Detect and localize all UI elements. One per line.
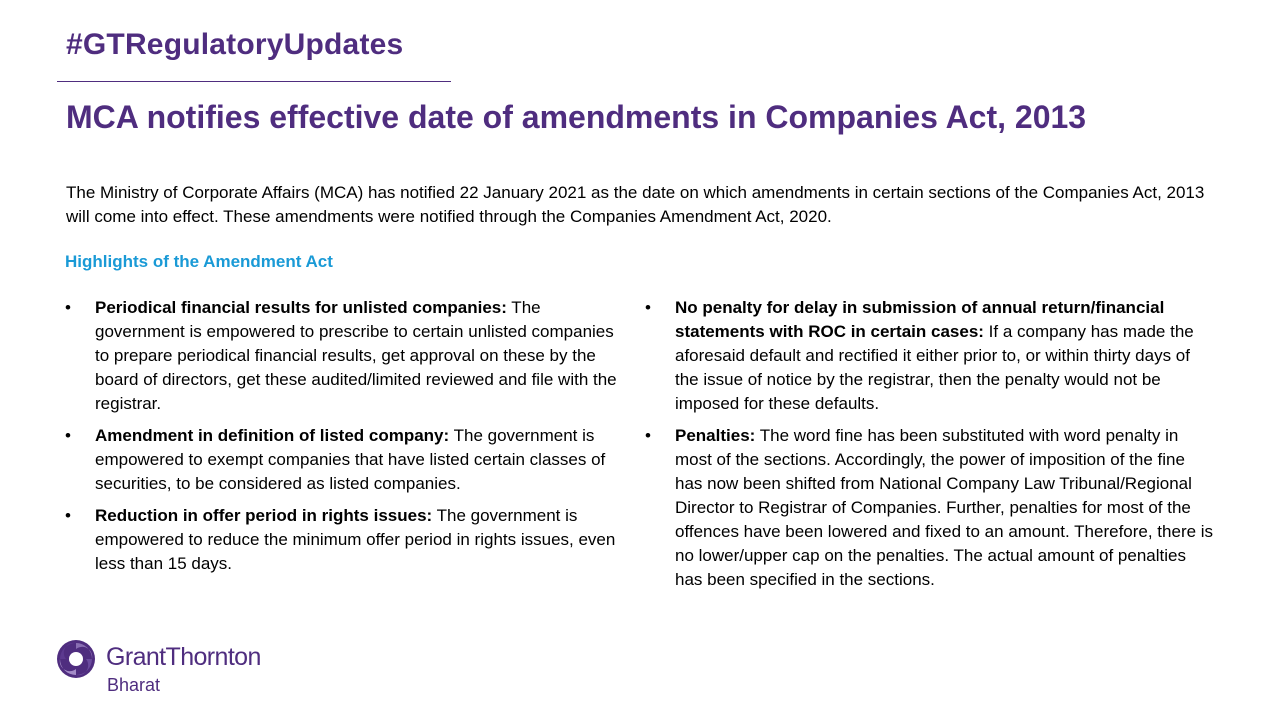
list-item-heading: No penalty for delay in submission of annual return/financial statements with ROC in certain cases: bbox=[675, 298, 1165, 341]
list-item-heading: Penalties: bbox=[675, 426, 756, 445]
list-item-heading: Amendment in definition of listed company: bbox=[95, 426, 450, 445]
bullet-marker: • bbox=[645, 298, 651, 317]
list-item bbox=[645, 296, 1215, 416]
list-item-text: If a company has made the aforesaid default and rectified it either prior to, or within thirty days of the issue of notice by the registrar, then the penalty would not be imposed for these defaults. bbox=[675, 322, 1194, 413]
right-bullet-list bbox=[645, 296, 1215, 600]
grant-thornton-swirl-icon bbox=[56, 639, 96, 679]
list-item-text: The government is empowered to prescribe to certain unlisted companies to prepare periodical financial results, get approval on these by the board of directors, get these audited/limited reviewed and file with the registrar. bbox=[95, 298, 617, 413]
list-item-heading: Reduction in offer period in rights issues: bbox=[95, 506, 433, 525]
grant-thornton-logo bbox=[56, 637, 286, 701]
list-item-text: The government is empowered to reduce the minimum offer period in rights issues, even less than 15 days. bbox=[95, 506, 616, 573]
bullet-marker: • bbox=[645, 426, 651, 445]
logo-subtitle: Bharat bbox=[107, 675, 161, 695]
list-item bbox=[645, 424, 1215, 592]
list-item-text: The government is empowered to exempt companies that have listed certain classes of securities, to be considered as listed companies. bbox=[95, 426, 606, 493]
list-item bbox=[65, 504, 620, 576]
list-item-heading: Periodical financial results for unlisted companies: bbox=[95, 298, 507, 317]
list-item bbox=[65, 296, 620, 416]
hashtag-heading: #GTRegulatoryUpdates bbox=[66, 28, 404, 61]
list-item-text: The word fine has been substituted with word penalty in most of the sections. Accordingly, the power of imposition of the fine has now been shifted from National Company Law Tribunal/Regional Director to Registrar of Companies. Further, penalties for most of the offences have been lowered and fixed to an amount. Therefore, there is no lower/upper cap on the penalties. The actual amount of penalties has been specified in the sections. bbox=[675, 426, 1214, 589]
bullet-marker: • bbox=[65, 506, 71, 525]
page-title: MCA notifies effective date of amendments in Companies Act, 2013 bbox=[66, 99, 1087, 135]
left-bullet-list bbox=[65, 296, 620, 584]
header-divider bbox=[57, 81, 451, 82]
bullet-marker: • bbox=[65, 426, 71, 445]
intro-paragraph: The Ministry of Corporate Affairs (MCA) has notified 22 January 2021 as the date on which amendments in certain sections of the Companies Act, 2013 will come into effect. These amendments were notified through the Companies Amendment Act, 2020. bbox=[66, 183, 1205, 226]
list-item bbox=[65, 424, 620, 496]
bullet-marker: • bbox=[65, 298, 71, 317]
highlights-heading: Highlights of the Amendment Act bbox=[65, 252, 333, 271]
logo-wordmark: GrantThornton bbox=[106, 643, 261, 671]
